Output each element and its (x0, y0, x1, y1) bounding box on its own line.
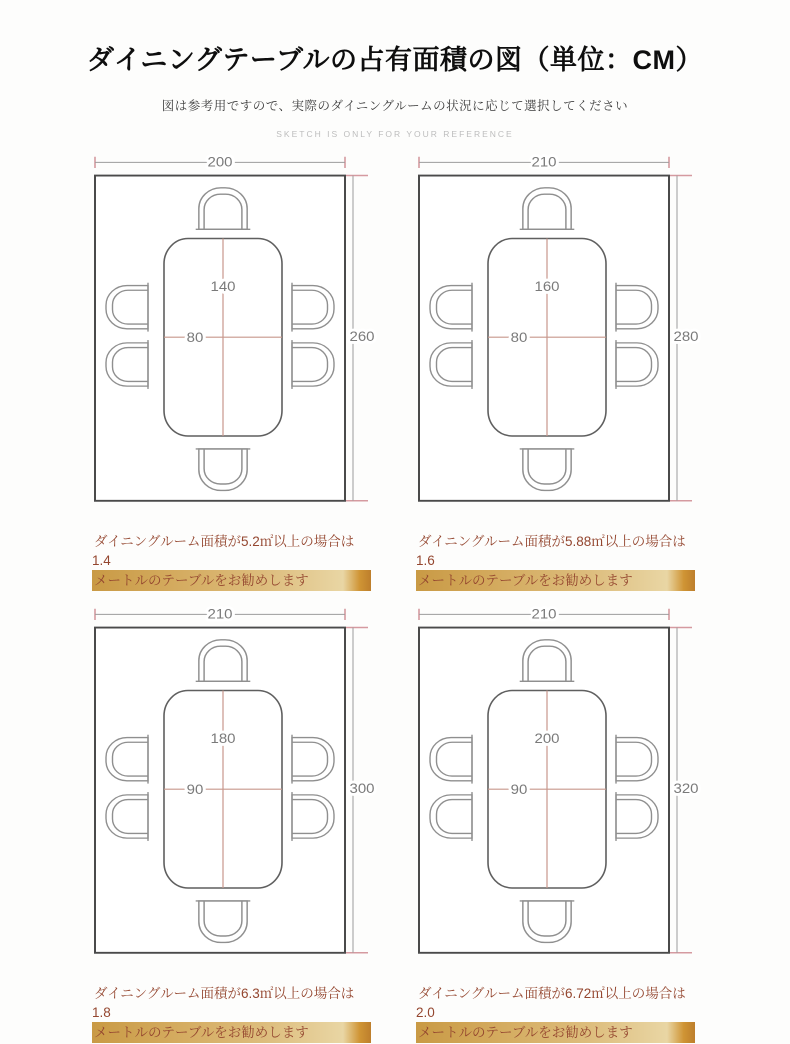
table-length-label: 200 (534, 731, 560, 748)
room-height-label: 260 (349, 329, 375, 346)
header (0, 0, 790, 139)
room-height-label: 320 (673, 781, 699, 798)
table-width-label: 90 (510, 782, 528, 799)
caption-line-1: ダイニングルーム面積が6.72㎡以上の場合は2.0 (416, 986, 686, 1021)
room-height-label: 300 (349, 781, 375, 798)
table-length-label: 140 (210, 279, 236, 296)
floor-plan-svg-1 (83, 153, 383, 529)
table-length-label: 160 (534, 279, 560, 296)
caption-line-1: ダイニングルーム面積が5.2㎡以上の場合は1.4 (92, 534, 355, 569)
sketch-note: SKETCH IS ONLY FOR YOUR REFERENCE (276, 129, 514, 140)
table-width-label: 80 (186, 330, 204, 347)
room-width-label: 210 (531, 155, 557, 171)
floor-plan-panel-4 (407, 605, 707, 1043)
floor-plan-grid (0, 153, 790, 1043)
caption-line-2-highlighted: メートルのテーブルをお勧めします (92, 570, 371, 591)
floor-plan-panel-1 (83, 153, 383, 591)
panel-caption-3 (92, 984, 371, 1043)
floor-plan-panel-2 (407, 153, 707, 591)
panel-caption-2 (416, 532, 695, 591)
table-length-label: 180 (210, 731, 236, 748)
room-width-label: 200 (207, 155, 233, 171)
room-height-label: 280 (673, 329, 699, 346)
caption-line-1: ダイニングルーム面積が6.3㎡以上の場合は1.8 (92, 986, 355, 1021)
room-width-label: 210 (207, 607, 233, 623)
caption-line-2-highlighted: メートルのテーブルをお勧めします (416, 1022, 695, 1043)
panel-caption-4 (416, 984, 695, 1043)
caption-line-2-highlighted: メートルのテーブルをお勧めします (416, 570, 695, 591)
table-width-label: 90 (186, 782, 204, 799)
table-width-label: 80 (510, 330, 528, 347)
room-width-label: 210 (531, 607, 557, 623)
floor-plan-svg-2 (407, 153, 707, 529)
page-subtitle: 図は参考用ですので、実際のダイニングルームの状況に応じて選択してください (161, 99, 629, 114)
floor-plan-panel-3 (83, 605, 383, 1043)
panel-caption-1 (92, 532, 371, 591)
caption-line-2-highlighted: メートルのテーブルをお勧めします (92, 1022, 371, 1043)
floor-plan-svg-4 (407, 605, 707, 981)
floor-plan-svg-3 (83, 605, 383, 981)
page-title: ダイニングテーブルの占有面積の図（単位：CM） (87, 45, 703, 75)
caption-line-1: ダイニングルーム面積が5.88㎡以上の場合は1.6 (416, 534, 686, 569)
